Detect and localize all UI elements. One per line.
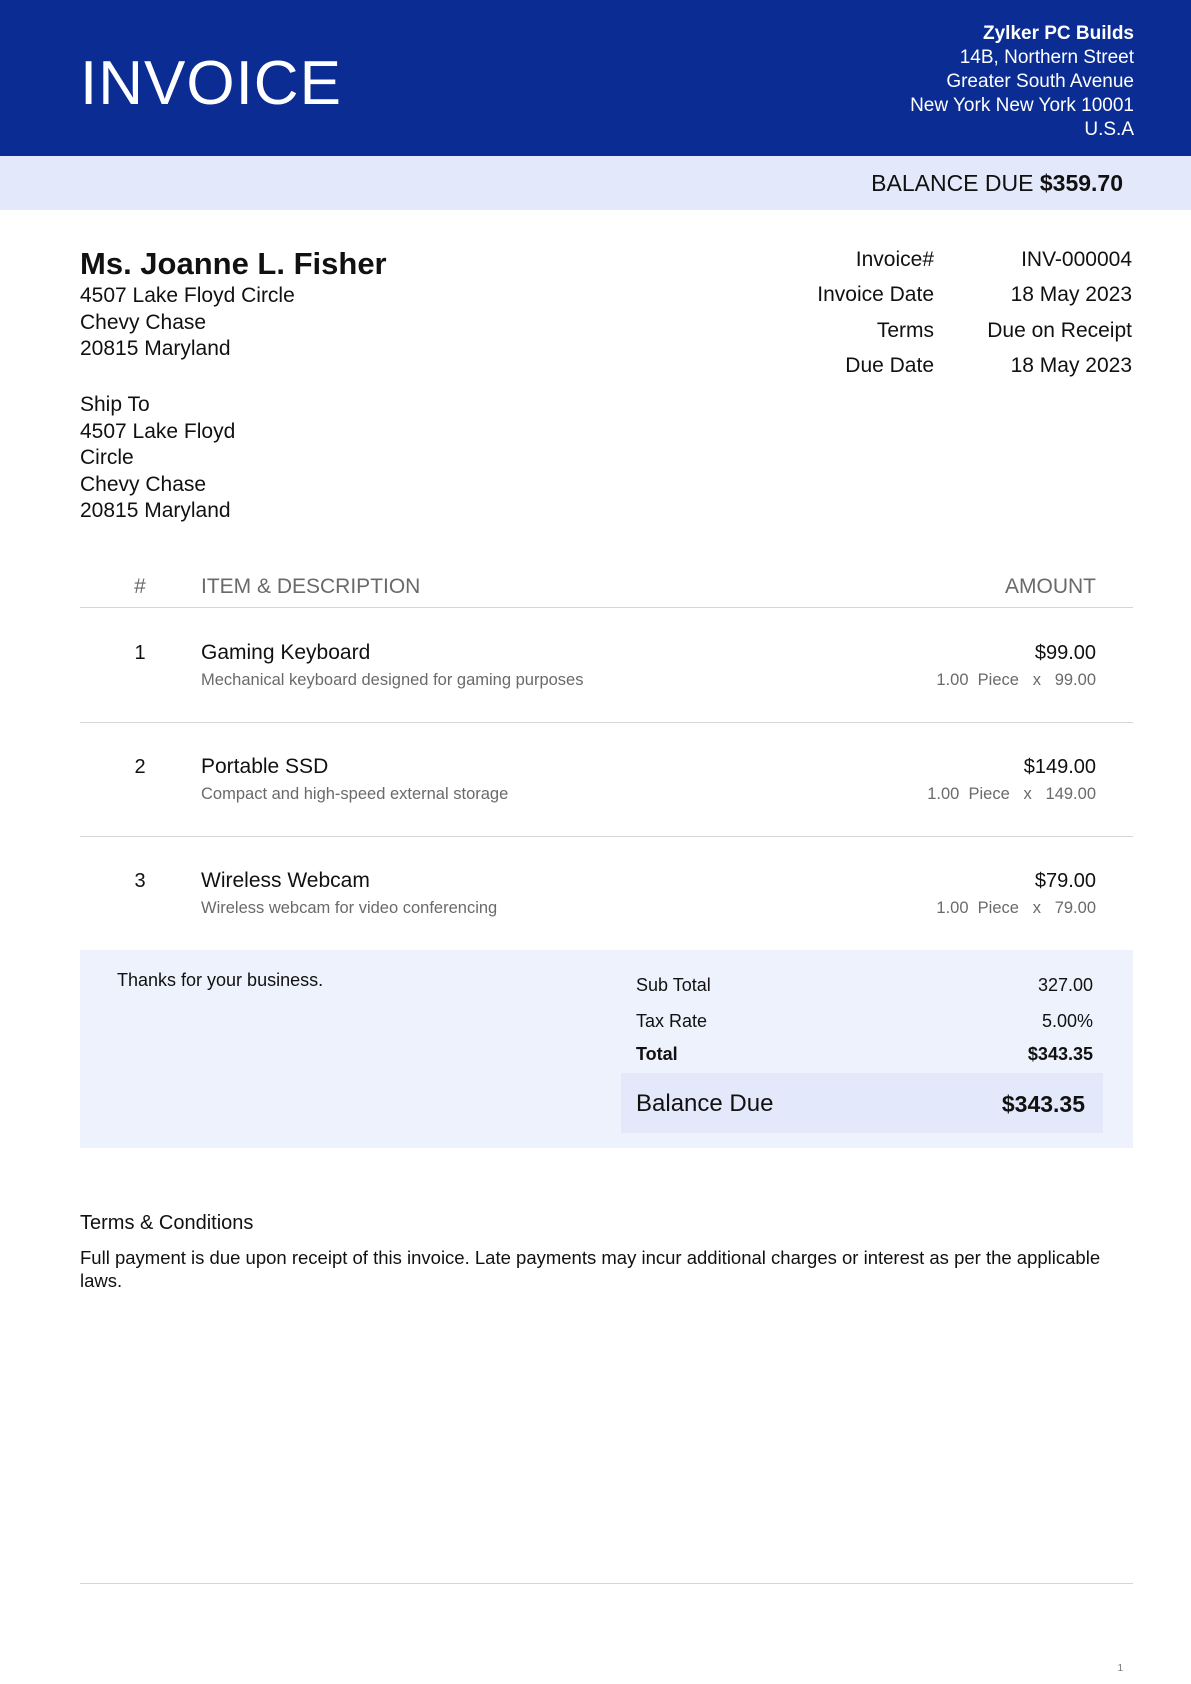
invoice-number-label: Invoice# [855, 248, 934, 271]
item-description: Compact and high-speed external storage [201, 785, 509, 803]
column-header-item: ITEM & DESCRIPTION [201, 575, 421, 598]
balance-due-label: BALANCE DUE [871, 170, 1034, 196]
invoice-title: INVOICE [80, 49, 342, 118]
balance-due-total-label: Balance Due [636, 1090, 774, 1117]
invoice-date-label: Invoice Date [817, 283, 934, 306]
item-description: Mechanical keyboard designed for gaming purposes [201, 671, 584, 689]
row-divider [80, 722, 1133, 723]
company-name: Zylker PC Builds [983, 23, 1134, 44]
terms-label: Terms [876, 319, 934, 342]
balance-due-value: $359.70 [1039, 170, 1123, 196]
terms-title: Terms & Conditions [80, 1212, 254, 1234]
column-header-amount: AMOUNT [1005, 575, 1096, 598]
shipping-address-line: Circle [80, 446, 134, 469]
ship-to-label: Ship To [80, 393, 150, 416]
balance-due-summary [871, 168, 1123, 198]
due-date-value: 18 May 2023 [1010, 354, 1132, 377]
item-description: Wireless webcam for video conferencing [201, 899, 498, 917]
item-quantity-rate: 1.00 Piece x 149.00 [927, 785, 1096, 803]
total-value: $343.35 [1027, 1044, 1093, 1064]
item-number: 3 [134, 870, 146, 892]
customer-name: Ms. Joanne L. Fisher [80, 246, 387, 281]
company-address-line: Greater South Avenue [946, 71, 1134, 92]
billing-address [80, 283, 295, 363]
table-header-divider [80, 607, 1133, 608]
shipping-address-line: 4507 Lake Floyd [80, 419, 236, 443]
shipping-address-line: 20815 Maryland [80, 499, 231, 522]
thank-you-note: Thanks for your business. [117, 970, 324, 990]
item-amount: $149.00 [1023, 756, 1096, 778]
terms-value: Due on Receipt [987, 319, 1132, 342]
billing-address-line: 4507 Lake Floyd Circle [80, 284, 295, 307]
billing-address-line: Chevy Chase [80, 310, 207, 334]
item-quantity-rate: 1.00 Piece x 99.00 [936, 671, 1096, 689]
page-number: 1 [1117, 1663, 1123, 1674]
item-amount: $99.00 [1034, 642, 1096, 664]
item-name: Gaming Keyboard [201, 641, 371, 664]
terms-body: Full payment is due upon receipt of this invoice. Late payments may incur additional charges or interest as per the applicable laws. [80, 1247, 1101, 1291]
item-name: Portable SSD [201, 755, 329, 778]
company-block [910, 22, 1134, 142]
subtotal-value: 327.00 [1037, 975, 1093, 995]
item-number: 1 [134, 642, 146, 664]
tax-rate-label: Tax Rate [636, 1011, 708, 1031]
total-label: Total [636, 1044, 678, 1064]
item-quantity-rate: 1.00 Piece x 79.00 [936, 899, 1096, 917]
shipping-address [80, 392, 235, 525]
balance-due-total-value: $343.35 [1001, 1091, 1085, 1117]
due-date-label: Due Date [845, 354, 934, 377]
subtotal-label: Sub Total [636, 975, 711, 995]
company-address-line: U.S.A [1084, 119, 1134, 140]
billing-address-line: 20815 Maryland [80, 337, 231, 360]
tax-rate-value: 5.00% [1041, 1011, 1093, 1031]
invoice-date-value: 18 May 2023 [1010, 283, 1132, 306]
invoice-number-value: INV-000004 [1021, 248, 1132, 271]
company-address-line: New York New York 10001 [910, 95, 1134, 116]
footer-divider [80, 1583, 1133, 1584]
column-header-number: # [134, 575, 146, 598]
item-name: Wireless Webcam [201, 869, 370, 892]
company-address-line: 14B, Northern Street [959, 47, 1134, 68]
row-divider [80, 836, 1133, 837]
shipping-address-line: Chevy Chase [80, 472, 207, 496]
item-number: 2 [134, 756, 146, 778]
item-amount: $79.00 [1034, 870, 1096, 892]
